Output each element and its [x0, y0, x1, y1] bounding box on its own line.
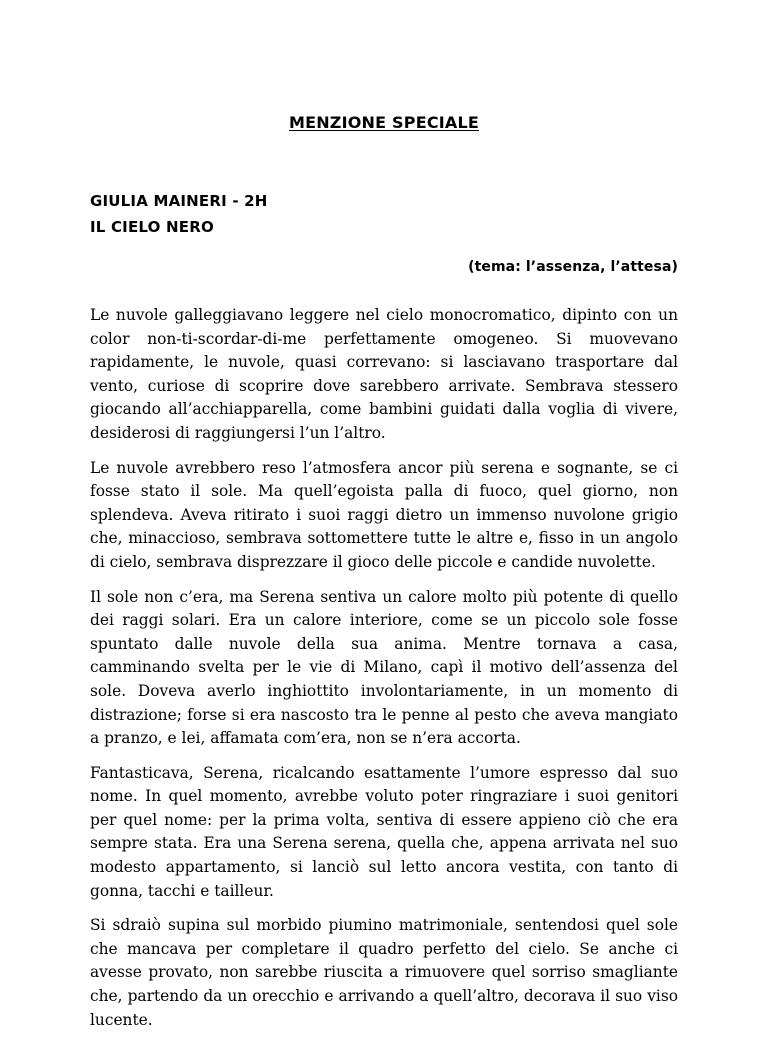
theme-note: (tema: l’assenza, l’attesa) — [468, 259, 678, 275]
paragraph-1: Le nuvole galleggiavano leggere nel cielo monocromatico, dipinto con un color non-ti-scordar-di-me perfettamente omogeneo. Si muovevano rapidamente, le nuvole, quasi correvano: si lasciavano trasportare dal vento, curiose di scoprire dove sarebbero arrivate. Sembrava stessero giocando all’acchiapparella, come bambini guidati dalla voglia di vivere, desiderosi di raggiungersi l’un l’altro. — [90, 306, 678, 442]
paragraph-3: Il sole non c’era, ma Serena sentiva un calore molto più potente di quello dei raggi solari. Era un calore interiore, come se un piccolo sole fosse spuntato dalle nuvole della sua anima. Mentre tornava a casa, camminando svelta per le vie di Milano, capì il motivo dell’assenza del sole. Doveva averlo inghiottito involontariamente, in un momento di distrazione; forse si era nascosto tra le penne al pesto che aveva mangiato a pranzo, e lei, affamata com’era, non se n’era accorta. — [90, 587, 678, 748]
section-title: MENZIONE SPECIALE — [288, 113, 480, 132]
author-line: GIULIA MAINERI - 2H — [90, 192, 268, 210]
paragraph-2: Le nuvole avrebbero reso l’atmosfera ancor più serena e sognante, se ci fosse stato il sole. Ma quell’egoista palla di fuoco, quel giorno, non splendeva. Aveva ritirato i suoi raggi dietro un immenso nuvolone grigio che, minaccioso, sembrava sottomettere tutte le altre e, fisso in un angolo di cielo, sembrava disprezzare il gioco delle piccole e candide nuvolette. — [90, 458, 678, 571]
paragraph-5: Si sdraiò supina sul morbido piumino matrimoniale, sentendosi quel sole che mancava per completare il quadro perfetto del cielo. Se anche ci avesse provato, non sarebbe riuscita a rimuovere quel sorriso smagliante che, partendo da un orecchio e arrivando a quell’altro, decorava il suo viso lucente. — [90, 916, 678, 1029]
paragraph-4: Fantasticava, Serena, ricalcando esattamente l’umore espresso dal suo nome. In quel momento, avrebbe voluto poter ringraziare i suoi genitori per quel nome: per la prima volta, sentiva di essere appieno ciò che era sempre stata. Era una Serena serena, quella che, appena arrivata nel suo modesto appartamento, si lanciò sul letto ancora vestita, con tanto di gonna, tacchi e tailleur. — [90, 763, 678, 900]
body-text — [90, 304, 678, 1043]
work-title: IL CIELO NERO — [90, 218, 214, 236]
document-page — [90, 0, 678, 1029]
